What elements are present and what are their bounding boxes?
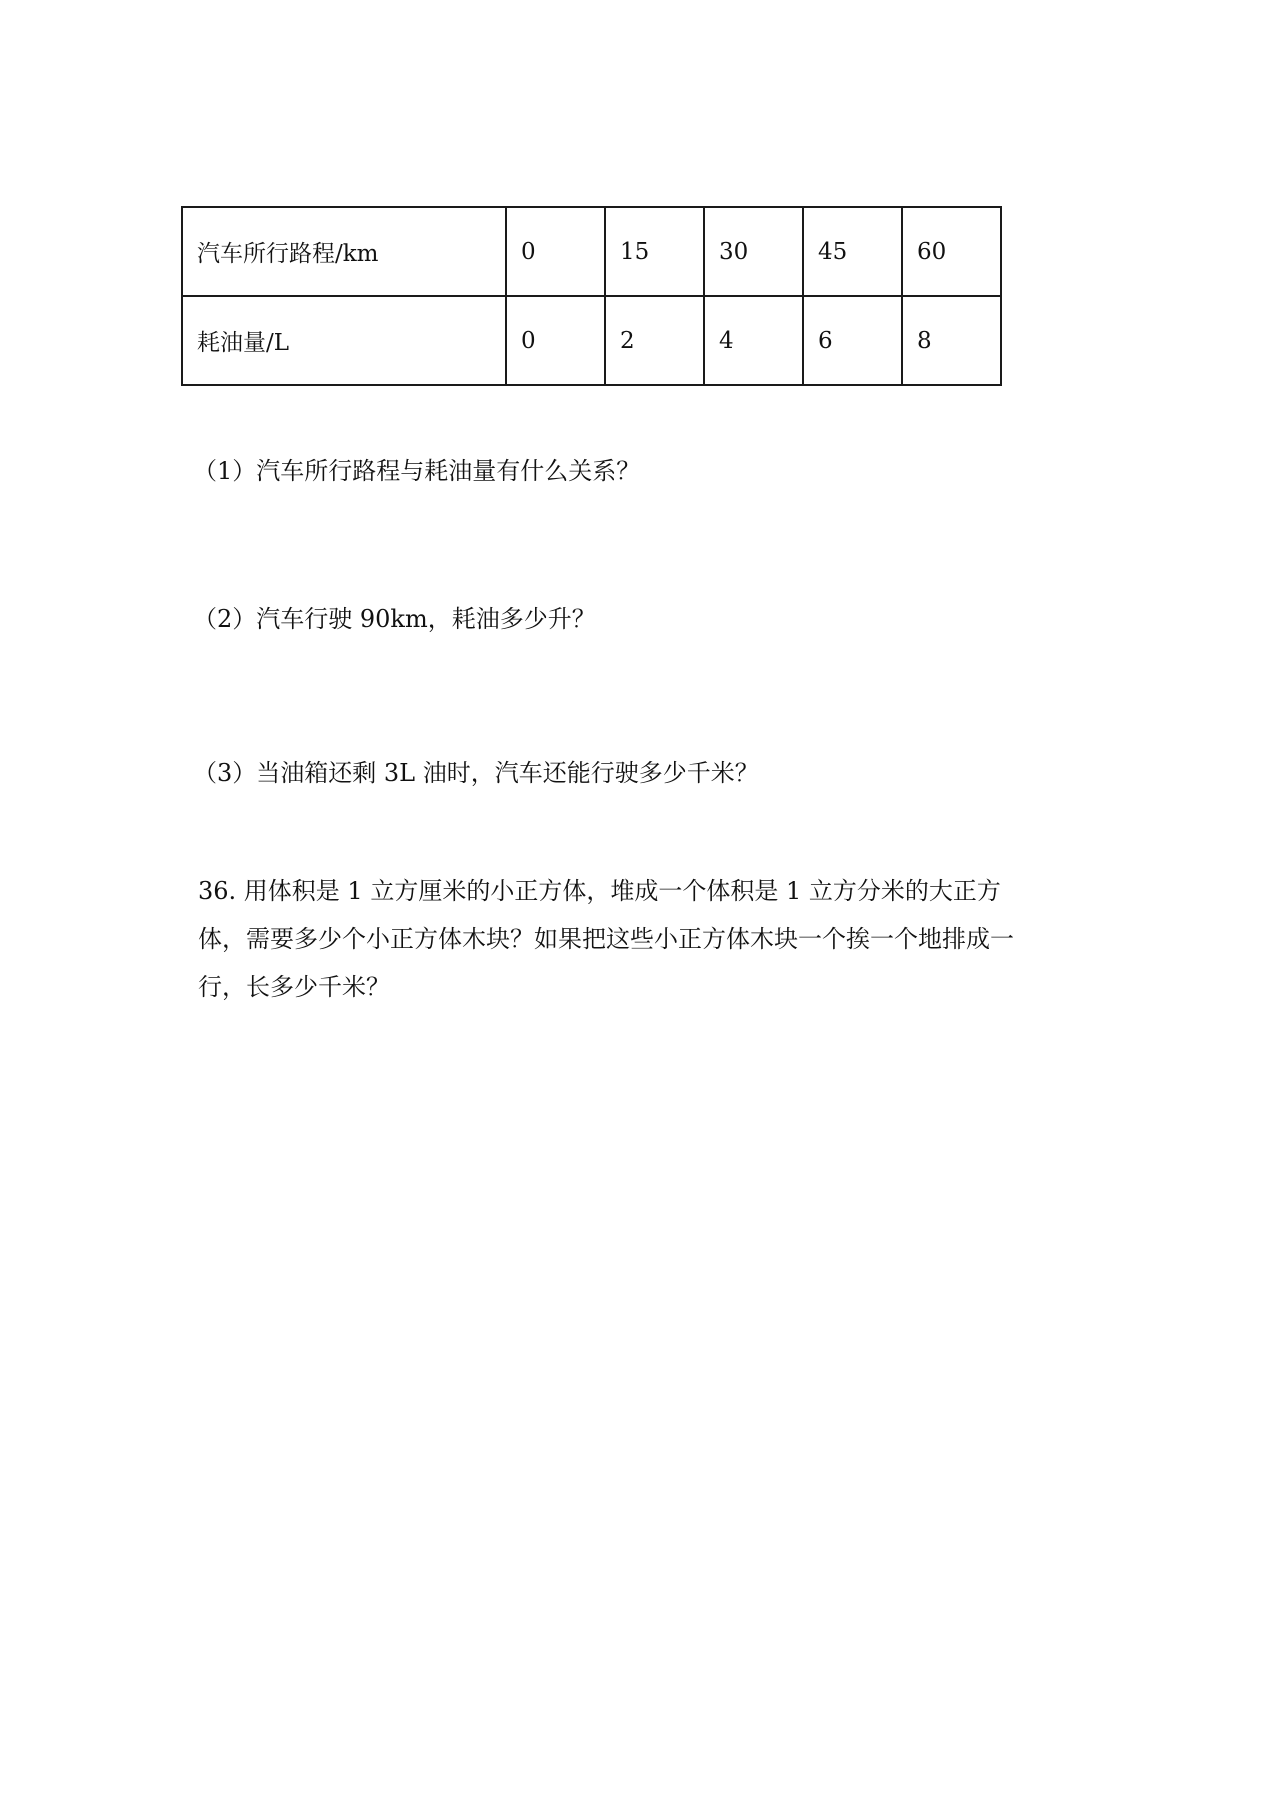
- table-cell: 0: [506, 207, 605, 296]
- question-2: （2）汽车行驶 90km，耗油多少升？: [193, 605, 596, 633]
- problem-36-line-3: 行，长多少千米？: [198, 973, 390, 1001]
- table-cell: 45: [803, 207, 902, 296]
- mileage-fuel-table: [181, 206, 1002, 386]
- problem-36-line-1: 36. 用体积是 1 立方厘米的小正方体，堆成一个体积是 1 立方分米的大正方: [198, 877, 1001, 905]
- question-1: （1）汽车所行路程与耗油量有什么关系？: [193, 457, 641, 485]
- table-cell: 6: [803, 296, 902, 385]
- table-cell: 2: [605, 296, 704, 385]
- table-cell: 15: [605, 207, 704, 296]
- table-row-fuel: [182, 296, 1001, 385]
- table-cell: 0: [506, 296, 605, 385]
- table-cell: 8: [902, 296, 1001, 385]
- table-cell: 60: [902, 207, 1001, 296]
- row-header-fuel: 耗油量/L: [182, 296, 506, 385]
- table-cell: 30: [704, 207, 803, 296]
- table-row-distance: [182, 207, 1001, 296]
- row-header-distance: 汽车所行路程/km: [182, 207, 506, 296]
- table-cell: 4: [704, 296, 803, 385]
- problem-36-line-2: 体，需要多少个小正方体木块？如果把这些小正方体木块一个挨一个地排成一: [198, 925, 1014, 953]
- question-3: （3）当油箱还剩 3L 油时，汽车还能行驶多少千米？: [193, 759, 759, 787]
